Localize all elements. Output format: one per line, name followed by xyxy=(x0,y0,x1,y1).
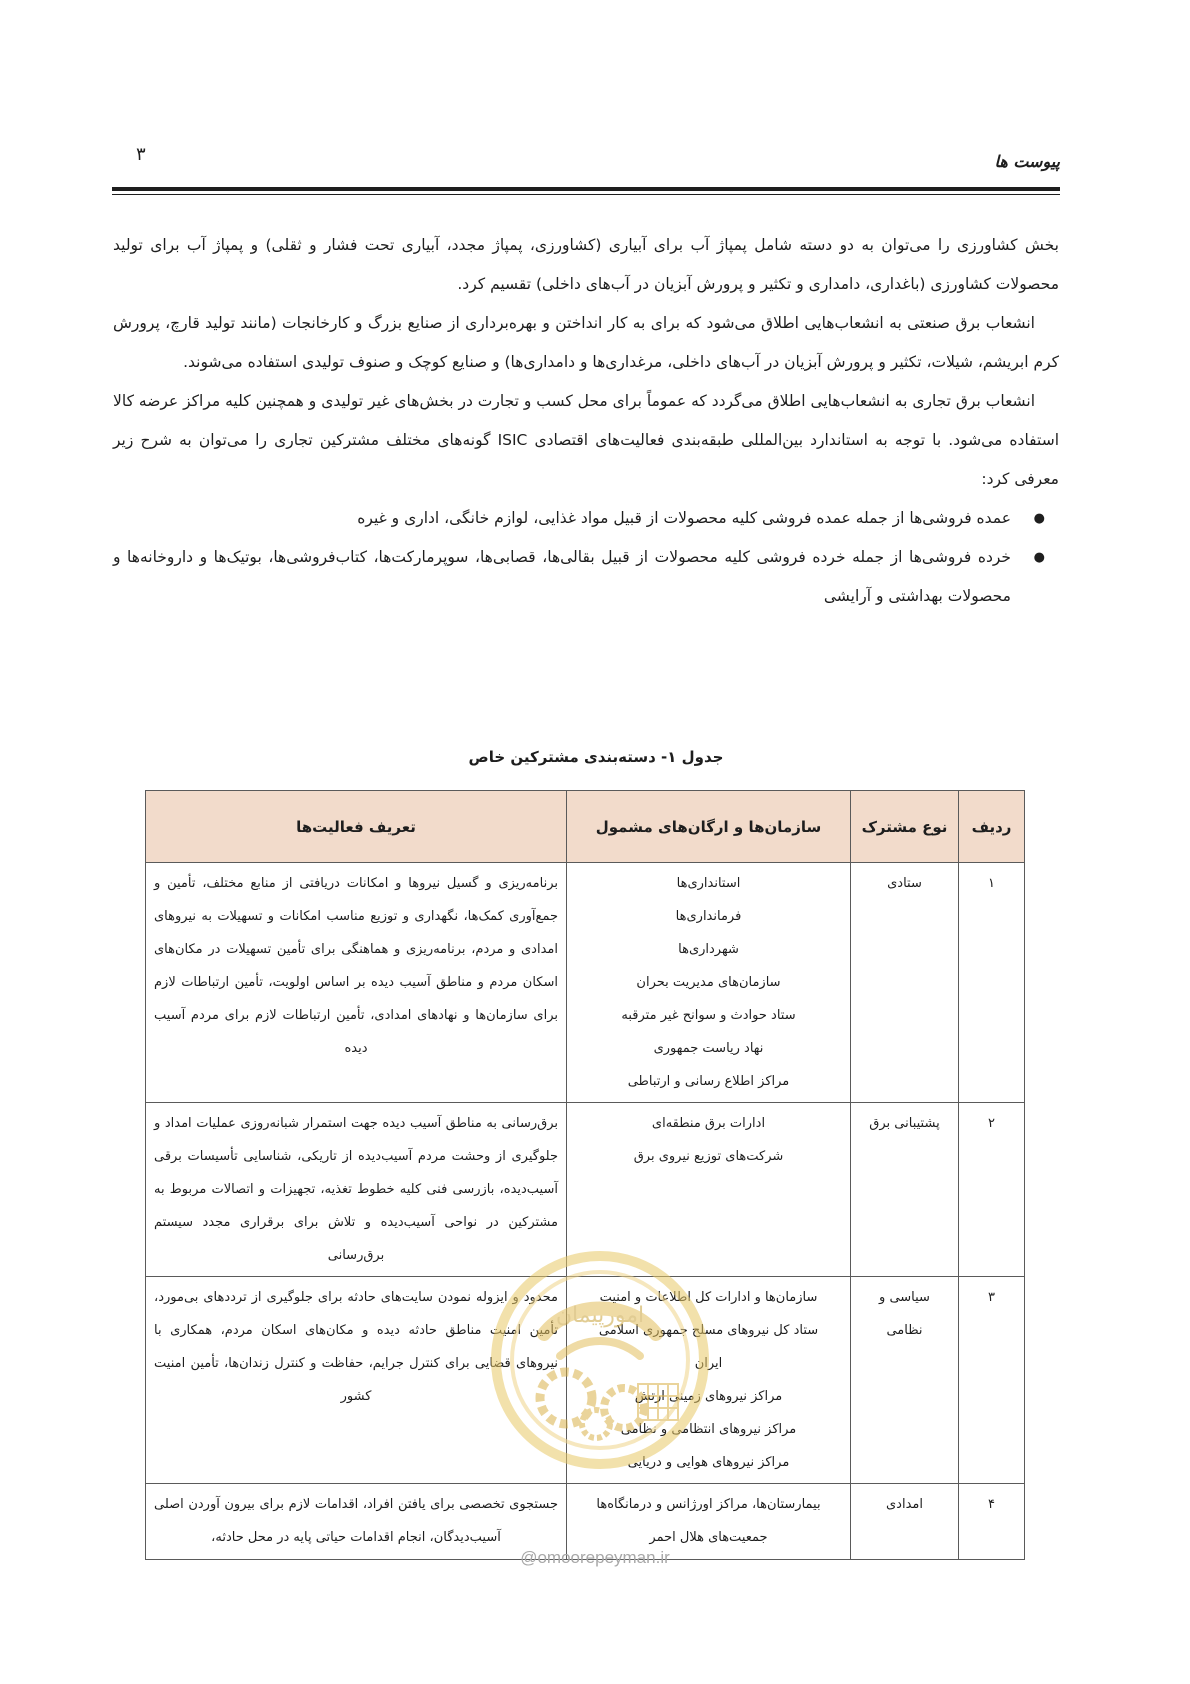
org-item: استانداری‌ها xyxy=(676,876,741,891)
table-row xyxy=(146,1103,1025,1277)
org-item: مراکز نیروهای انتظامی و نظامی xyxy=(620,1422,797,1437)
table-header-row xyxy=(146,791,1025,863)
org-item: فرمانداری‌ها xyxy=(675,909,742,924)
header-rule-thick xyxy=(112,187,1060,191)
org-item: شهرداری‌ها xyxy=(678,942,739,957)
bullet-icon: ● xyxy=(1033,550,1045,565)
table-caption: جدول ۱- دسته‌بندی مشترکین خاص xyxy=(468,748,724,766)
org-item: مراکز نیروهای زمینی ارتش xyxy=(634,1389,783,1404)
bullet-text: عمده فروشی‌ها از جمله عمده فروشی کلیه محصولات از قبیل مواد غذایی، لوازم خانگی، اداری و غیره xyxy=(357,509,1011,527)
activities-cell: جستجوی تخصصی برای یافتن افراد، اقدامات لازم برای بیرون آوردن اصلی آسیب‌دیدگان، انجام اقدامات حیاتی پایه در محل حادثه، xyxy=(146,1484,567,1560)
org-item: سازمان‌های مدیریت بحران xyxy=(636,975,781,990)
org-item: ادارات برق منطقه‌ای xyxy=(651,1116,766,1131)
body-text xyxy=(113,226,1059,616)
section-title: پیوست ها xyxy=(994,152,1060,171)
footer-watermark-url: @omoorepeyman.ir xyxy=(520,1548,670,1567)
org-item: جمعیت‌های هلال احمر xyxy=(649,1530,768,1545)
header-row-number: ردیف xyxy=(959,791,1025,863)
bullet-list xyxy=(113,499,1059,616)
activities-cell: برنامه‌ریزی و گسیل نیروها و امکانات دریافتی از منابع مختلف، تأمین و جمع‌آوری کمک‌ها، نگهداری و توزیع مناسب امکانات و تسهیلات به نیروهای امدادی و مردم، برنامه‌ریزی و هماهنگی برای تأمین تسهیلات در مکان‌های اسکان مردم و مناطق آسیب دیده بر اساس اولویت، تأمین ارتباطات لازم برای سازمان‌ها و نهادهای امدادی، تأمین ارتباطات لازم برای مردم آسیب دیده xyxy=(146,863,567,1103)
row-number: ۱ xyxy=(959,863,1025,1103)
org-item: ایران xyxy=(694,1356,723,1371)
table-row xyxy=(146,1277,1025,1484)
header-activities: تعریف فعالیت‌ها xyxy=(146,791,567,863)
org-item: ستاد حوادث و سوانح غیر مترقبه xyxy=(621,1008,796,1023)
subscriber-type: سیاسی و نظامی xyxy=(851,1277,959,1484)
subscriber-type: ستادی xyxy=(851,863,959,1103)
page-header xyxy=(112,140,1060,196)
org-item: مراکز اطلاع رسانی و ارتباطی xyxy=(627,1074,790,1089)
table-row xyxy=(146,863,1025,1103)
org-item: سازمان‌ها و ادارات کل اطلاعات و امنیت xyxy=(599,1290,818,1305)
organizations-cell xyxy=(567,1277,851,1484)
paragraph-agriculture: بخش کشاورزی را می‌توان به دو دسته شامل پمپاژ آب برای آبیاری (کشاورزی، پمپاژ مجدد، آبیاری تحت فشار و ثقلی) و پمپاژ آب برای تولید محصولات کشاورزی (باغداری، دامداری و تکثیر و پرورش آبزیان در آب‌های داخلی) تقسیم کرد. xyxy=(113,236,1059,293)
organizations-cell xyxy=(567,863,851,1103)
subscriber-type: امدادی xyxy=(851,1484,959,1560)
page-number: ۳ xyxy=(136,144,146,165)
list-item xyxy=(113,499,1045,538)
bullet-icon: ● xyxy=(1033,511,1045,526)
paragraph-commercial: انشعاب برق تجاری به انشعاب‌هایی اطلاق می‌گردد که عموماً برای محل کسب و تجارت در بخش‌های غیر تولیدی و همچنین کلیه مراکز عرضه کالا استفاده می‌شود. با توجه به استاندارد بین‌المللی طبقه‌بندی فعالیت‌های اقتصادی ISIC گونه‌های مختلف مشترکین تجاری را می‌توان به شرح زیر معرفی کرد: xyxy=(113,392,1059,488)
row-number: ۳ xyxy=(959,1277,1025,1484)
watermark-text: امورپیمان xyxy=(555,1303,645,1328)
row-number: ۲ xyxy=(959,1103,1025,1277)
paragraph-industrial: انشعاب برق صنعتی به انشعاب‌هایی اطلاق می‌شود که برای به کار انداختن و بهره‌برداری از صنایع بزرگ و کارخانجات (مانند تولید قارچ، پرورش کرم ابریشم، شیلات، تکثیر و پرورش آبزیان در آب‌های داخلی، مرغداری‌ها و دامداری‌ها) و صنایع کوچک و صنوف تولیدی استفاده می‌شوند. xyxy=(113,314,1059,371)
list-item xyxy=(113,538,1045,616)
org-item: مراکز نیروهای هوایی و دریایی xyxy=(627,1455,790,1470)
header-organizations: سازمان‌ها و ارگان‌های مشمول xyxy=(567,791,851,863)
org-item: بیمارستان‌ها، مراکز اورژانس و درمانگاه‌ها xyxy=(596,1497,821,1512)
organizations-cell xyxy=(567,1103,851,1277)
activities-cell: محدود و ایزوله نمودن سایت‌های حادثه برای جلوگیری از ترددهای بی‌مورد، تأمین امنیت مناطق حادثه دیده و مکان‌های اسکان مردم، همکاری با نیروهای قضایی برای کنترل جرایم، حفاظت و کنترل زندان‌ها، تأمین امنیت کشور xyxy=(146,1277,567,1484)
org-item: نهاد ریاست جمهوری xyxy=(653,1041,764,1056)
org-item: شرکت‌های توزیع نیروی برق xyxy=(633,1149,784,1164)
subscribers-table xyxy=(145,790,1025,1560)
row-number: ۴ xyxy=(959,1484,1025,1560)
activities-cell: برق‌رسانی به مناطق آسیب دیده جهت استمرار شبانه‌روزی عملیات امداد و جلوگیری از وحشت مردم آسیب‌دیده از تاریکی، شناسایی تأسیسات برقی آسیب‌دیده، بازرسی فنی کلیه خطوط تغذیه، تجهیزات و اتصالات مربوط به مشترکین در نواحی آسیب‌دیده و تلاش برای برقراری مجدد سیستم برق‌رسانی xyxy=(146,1103,567,1277)
bullet-text: خرده فروشی‌ها از جمله خرده فروشی کلیه محصولات از قبیل بقالی‌ها، قصابی‌ها، سوپرمارکت‌ها، کتاب‌فروشی‌ها، بوتیک‌ها و داروخانه‌ها و محصولات بهداشتی و آرایشی xyxy=(113,548,1011,605)
org-item: ستاد کل نیروهای مسلح جمهوری اسلامی xyxy=(598,1323,819,1338)
subscriber-type: پشتیبانی برق xyxy=(851,1103,959,1277)
header-rule-thin xyxy=(112,194,1060,195)
header-subscriber-type: نوع مشترک xyxy=(851,791,959,863)
